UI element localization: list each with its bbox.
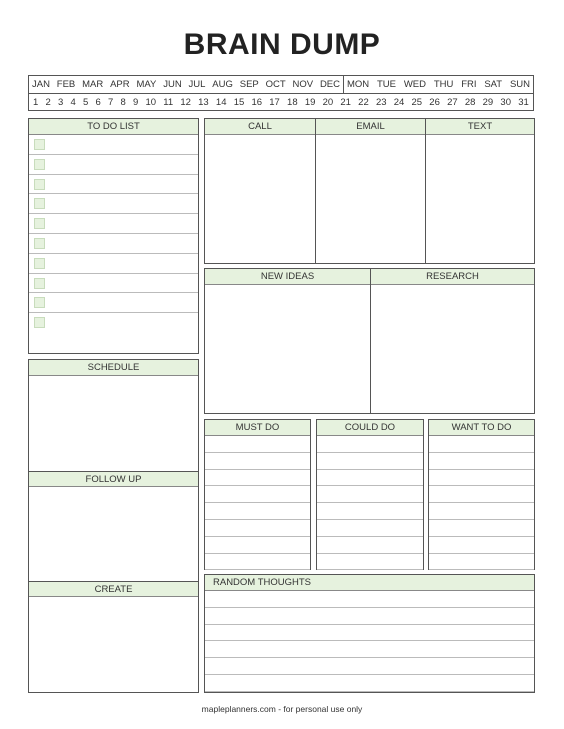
- day-19[interactable]: 19: [304, 97, 316, 108]
- writing-line[interactable]: [205, 503, 310, 520]
- email-column[interactable]: [316, 119, 426, 263]
- day-5[interactable]: 5: [83, 97, 89, 108]
- day-23[interactable]: 23: [375, 97, 387, 108]
- follow-up-header: FOLLOW UP: [29, 471, 198, 487]
- call-header: CALL: [205, 119, 315, 135]
- month-apr[interactable]: APR: [110, 79, 130, 90]
- new-ideas-header: NEW IDEAS: [205, 269, 370, 285]
- day-9[interactable]: 9: [133, 97, 139, 108]
- day-10[interactable]: 10: [145, 97, 157, 108]
- email-header: EMAIL: [316, 119, 425, 135]
- must-do-header: MUST DO: [205, 420, 310, 436]
- weekday-thu[interactable]: THU: [433, 79, 454, 90]
- todo-item[interactable]: [29, 214, 198, 234]
- writing-line[interactable]: [205, 608, 534, 625]
- call-column[interactable]: [205, 119, 316, 263]
- writing-line[interactable]: [317, 470, 423, 487]
- new-ideas-column[interactable]: [205, 269, 371, 413]
- checkbox-icon[interactable]: [34, 198, 45, 209]
- month-list: [29, 76, 344, 93]
- todo-item[interactable]: [29, 175, 198, 195]
- writing-line[interactable]: [429, 453, 534, 470]
- day-28[interactable]: 28: [464, 97, 476, 108]
- schedule-header: SCHEDULE: [29, 360, 198, 376]
- writing-line[interactable]: [429, 537, 534, 554]
- todo-item[interactable]: [29, 155, 198, 175]
- day-29[interactable]: 29: [482, 97, 494, 108]
- must-do-section: [204, 419, 311, 570]
- todo-item[interactable]: [29, 194, 198, 214]
- follow-up-area[interactable]: [29, 487, 198, 581]
- day-20[interactable]: 20: [322, 97, 334, 108]
- weekday-wed[interactable]: WED: [403, 79, 426, 90]
- checkbox-icon[interactable]: [34, 238, 45, 249]
- writing-line[interactable]: [205, 641, 534, 658]
- checkbox-icon[interactable]: [34, 278, 45, 289]
- checkbox-icon[interactable]: [34, 159, 45, 170]
- day-11[interactable]: 11: [163, 97, 174, 108]
- research-column[interactable]: [371, 269, 534, 413]
- writing-line[interactable]: [429, 520, 534, 537]
- writing-line[interactable]: [317, 436, 423, 453]
- todo-item[interactable]: [29, 254, 198, 274]
- day-17[interactable]: 17: [269, 97, 280, 108]
- page-title: BRAIN DUMP: [183, 28, 381, 61]
- could-do-lines[interactable]: [317, 436, 423, 570]
- create-header: CREATE: [29, 581, 198, 597]
- day-22[interactable]: 22: [358, 97, 369, 108]
- month-jul[interactable]: JUL: [188, 79, 206, 90]
- day-31[interactable]: 31: [518, 97, 529, 108]
- writing-line[interactable]: [317, 554, 423, 571]
- checkbox-icon[interactable]: [34, 317, 45, 328]
- writing-line[interactable]: [429, 470, 534, 487]
- weekday-list: [344, 76, 533, 93]
- day-3[interactable]: 3: [58, 97, 64, 108]
- could-do-header: COULD DO: [317, 420, 423, 436]
- checkbox-icon[interactable]: [34, 139, 45, 150]
- month-aug[interactable]: AUG: [212, 79, 233, 90]
- month-jun[interactable]: JUN: [163, 79, 182, 90]
- writing-line[interactable]: [205, 436, 310, 453]
- writing-line[interactable]: [429, 436, 534, 453]
- want-to-do-lines[interactable]: [429, 436, 534, 570]
- month-may[interactable]: MAY: [136, 79, 157, 90]
- todo-item[interactable]: [29, 135, 198, 155]
- text-header: TEXT: [426, 119, 534, 135]
- month-mar[interactable]: MAR: [82, 79, 104, 90]
- weekday-tue[interactable]: TUE: [377, 79, 396, 90]
- todo-item[interactable]: [29, 313, 198, 333]
- writing-line[interactable]: [317, 486, 423, 503]
- writing-line[interactable]: [317, 537, 423, 554]
- want-to-do-header: WANT TO DO: [429, 420, 534, 436]
- writing-line[interactable]: [429, 554, 534, 571]
- writing-line[interactable]: [205, 591, 534, 608]
- todo-item[interactable]: [29, 274, 198, 294]
- writing-line[interactable]: [205, 470, 310, 487]
- writing-line[interactable]: [429, 486, 534, 503]
- month-dec[interactable]: DEC: [319, 79, 340, 90]
- day-14[interactable]: 14: [215, 97, 227, 108]
- day-26[interactable]: 26: [429, 97, 440, 108]
- footer-credit: mapleplanners.com - for personal use only: [201, 704, 363, 714]
- schedule-area[interactable]: [29, 376, 198, 471]
- must-do-lines[interactable]: [205, 436, 310, 570]
- writing-line[interactable]: [205, 554, 310, 571]
- day-18[interactable]: 18: [287, 97, 298, 108]
- schedule-followup-create-panel: [28, 359, 199, 693]
- day-4[interactable]: 4: [70, 97, 76, 108]
- day-12[interactable]: 12: [180, 97, 191, 108]
- todo-list-section: [28, 118, 199, 354]
- day-2[interactable]: 2: [45, 97, 51, 108]
- weekday-sun[interactable]: SUN: [509, 79, 530, 90]
- writing-line[interactable]: [317, 503, 423, 520]
- writing-line[interactable]: [205, 537, 310, 554]
- writing-line[interactable]: [205, 486, 310, 503]
- writing-line[interactable]: [205, 453, 310, 470]
- month-nov[interactable]: NOV: [292, 79, 314, 90]
- writing-line[interactable]: [429, 503, 534, 520]
- writing-line[interactable]: [317, 453, 423, 470]
- day-1[interactable]: 1: [33, 97, 39, 108]
- weekday-mon[interactable]: MON: [347, 79, 370, 90]
- day-8[interactable]: 8: [120, 97, 126, 108]
- day-21[interactable]: 21: [340, 97, 351, 108]
- checkbox-icon[interactable]: [34, 218, 45, 229]
- todo-item[interactable]: [29, 234, 198, 254]
- month-feb[interactable]: FEB: [56, 79, 76, 90]
- todo-item[interactable]: [29, 293, 198, 313]
- month-jan[interactable]: JAN: [32, 79, 50, 90]
- date-selector: [28, 75, 534, 111]
- text-column[interactable]: [426, 119, 534, 263]
- research-header: RESEARCH: [371, 269, 534, 285]
- writing-line[interactable]: [205, 675, 534, 692]
- writing-line[interactable]: [205, 520, 310, 537]
- day-24[interactable]: 24: [393, 97, 405, 108]
- writing-line[interactable]: [317, 520, 423, 537]
- day-6[interactable]: 6: [95, 97, 101, 108]
- writing-line[interactable]: [205, 658, 534, 675]
- random-thoughts-header: RANDOM THOUGHTS: [205, 575, 534, 591]
- random-thoughts-section: [204, 574, 535, 693]
- writing-line[interactable]: [205, 625, 534, 642]
- weekday-sat[interactable]: SAT: [484, 79, 503, 90]
- day-15[interactable]: 15: [233, 97, 245, 108]
- checkbox-icon[interactable]: [34, 297, 45, 308]
- checkbox-icon[interactable]: [34, 179, 45, 190]
- day-number-list: [29, 94, 533, 111]
- day-13[interactable]: 13: [198, 97, 209, 108]
- weekday-fri[interactable]: FRI: [461, 79, 477, 90]
- todo-list-rows: [29, 135, 198, 333]
- checkbox-icon[interactable]: [34, 258, 45, 269]
- month-oct[interactable]: OCT: [265, 79, 286, 90]
- day-27[interactable]: 27: [447, 97, 458, 108]
- random-thoughts-lines[interactable]: [205, 591, 534, 692]
- day-25[interactable]: 25: [411, 97, 423, 108]
- could-do-section: [316, 419, 424, 570]
- day-7[interactable]: 7: [108, 97, 114, 108]
- month-weekday-row: [29, 76, 533, 94]
- month-sep[interactable]: SEP: [239, 79, 259, 90]
- todo-list-header: TO DO LIST: [29, 119, 198, 135]
- ideas-research-section: [204, 268, 535, 414]
- day-16[interactable]: 16: [251, 97, 263, 108]
- day-30[interactable]: 30: [500, 97, 511, 108]
- want-to-do-section: [428, 419, 535, 570]
- call-email-text-section: [204, 118, 535, 264]
